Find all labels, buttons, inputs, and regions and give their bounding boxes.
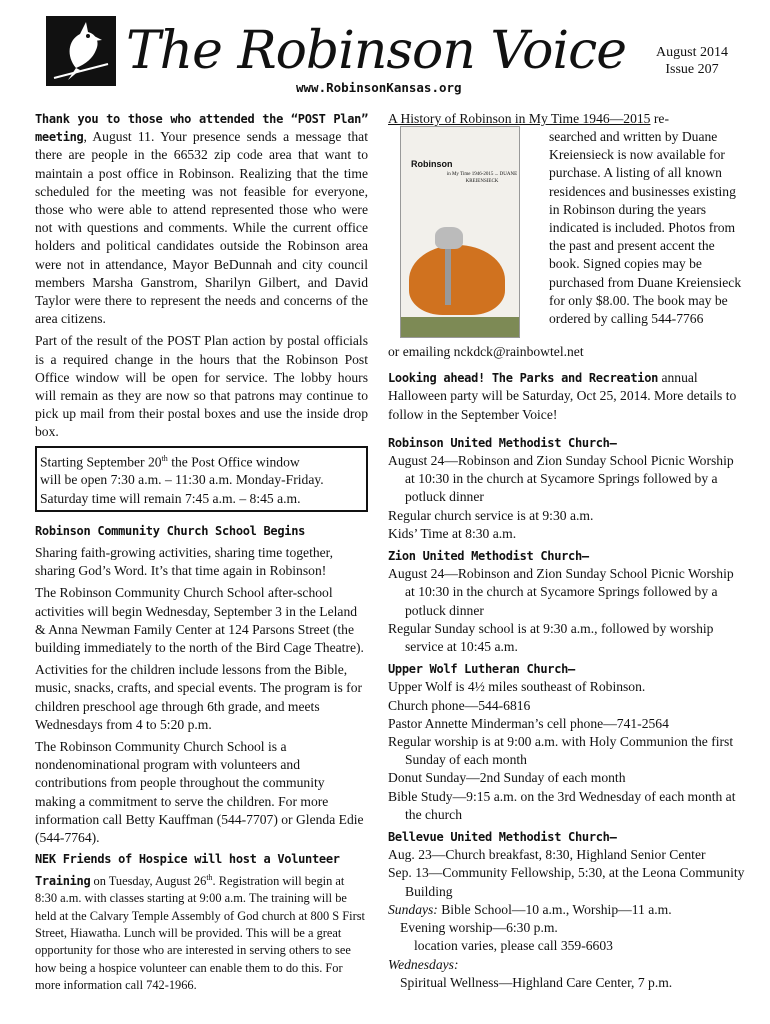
book-cover-image — [400, 126, 520, 338]
history-heading-line: A History of Robinson in My Time 1946—2015 re- — [388, 111, 669, 126]
rumc-heading: Robinson United Methodist Church— — [388, 435, 617, 450]
issue-info — [640, 44, 744, 78]
bellevue-sundays: Sundays: Bible School—10 a.m., Worship—11 a.m. — [388, 901, 672, 917]
box-line-1: Starting September 20th the Post Office window — [40, 453, 300, 470]
book-ground — [401, 317, 519, 337]
history-email: or emailing nckdck@rainbowtel.net — [388, 344, 584, 359]
issue-date: August 2014 — [656, 45, 728, 60]
church-school-heading: Robinson Community Church School Begins — [35, 523, 306, 538]
parks-heading: Looking ahead! The Parks and Recreation — [388, 371, 659, 386]
bellevue-wednesdays-label: Wednesdays: — [388, 956, 459, 972]
hospice-text: . Registration will begin at 8:30 a.m. with classes starting at 9:00 a.m. The training will be held at the Calvary Temple Assembly of God church at 800 S First Street, Hiawatha. Lunch will be provided. This will be a great opportunity for those who are interested in serving others to see how being a hospice volunteer can enable them to do this. For more information call 742-1966. — [35, 873, 365, 993]
book-cover-title: Robinson — [411, 159, 453, 169]
cardinal-logo — [46, 16, 116, 86]
book-water-tower-leg — [445, 245, 451, 305]
upper-wolf-item-4: Regular worship is at 9:00 a.m. with Holy Communion the first Sunday of each month — [388, 734, 734, 768]
church-school-p1: Sharing faith-growing activities, sharing time together, sharing God’s Word. It’s that time again in Robinson! — [35, 545, 334, 579]
bellevue-heading: Bellevue United Methodist Church— — [388, 830, 617, 845]
cardinal-bird-icon — [46, 16, 116, 86]
church-school-p2: The Robinson Community Church School after-school activities will begin Wednesday, September 3 in the Leland & Anna Newman Family Center at 124 Parsons Street (the building immediately to the north of the Bird Cage Theatre). — [35, 585, 364, 656]
upper-wolf-item-6: Bible Study—9:15 a.m. on the 3rd Wednesday of each month at the church — [388, 788, 736, 822]
book-water-tower — [435, 227, 463, 249]
post-plan-heading: Thank you to those who attended the “POST Plan” meeting — [35, 112, 368, 145]
bellevue-item-2: Sep. 13—Community Fellowship, 5:30, at the Leona Community Building — [388, 865, 745, 899]
box-line-3: Saturday time will remain 7:45 a.m. – 8:45 a.m. — [40, 490, 301, 506]
rumc-item-2: Regular church service is at 9:30 a.m. — [388, 507, 594, 523]
upper-wolf-item-1: Upper Wolf is 4½ miles southeast of Robinson. — [388, 679, 646, 695]
box-line-2: will be open 7:30 a.m. – 11:30 a.m. Monday-Friday. — [40, 472, 324, 488]
left-column — [35, 110, 368, 999]
right-column — [388, 110, 746, 992]
rumc-item-1: August 24—Robinson and Zion Sunday School Picnic Worship at 10:30 in the church at Sycamore Springs followed by a potluck dinner — [388, 453, 734, 505]
upper-wolf-heading: Upper Wolf Lutheran Church— — [388, 662, 575, 677]
post-office-hours-box — [35, 446, 368, 512]
rumc-item-3: Kids’ Time at 8:30 a.m. — [388, 525, 517, 541]
church-school-p3: Activities for the children include lessons from the Bible, music, snacks, crafts, and special events. The program is for children preschool age through 6th grade, and meets Wednesdays from 4 to 5:20 p.m. — [35, 662, 363, 732]
hospice-heading: NEK Friends of Hospice will host a Volunteer Training — [35, 852, 340, 888]
bellevue-evening: Evening worship—6:30 p.m. — [400, 920, 558, 936]
zion-item-1: August 24—Robinson and Zion Sunday School Picnic Worship at 10:30 in the church at Sycamore Springs followed by a potluck dinner — [388, 566, 734, 618]
hospice-article: NEK Friends of Hospice will host a Volunteer Training on Tuesday, August 26th. Registration will begin at 8:30 a.m. with classes starting at 9:00 a.m. The training will be held at the Calvary Temple Assembly of God church at 800 S First Street, Hiawatha. Lunch will be provided. This will be a great opportunity for those who are interested in serving others to see how being a hospice volunteer can enable them to do this. For more information call 742-1966. — [35, 852, 365, 993]
bellevue-item-1: Aug. 23—Church breakfast, 8:30, Highland Senior Center — [388, 847, 706, 863]
book-cover-subtitle: in My Time 1946-2015 ... DUANE KREIENSIECK — [446, 172, 518, 184]
upper-wolf-item-2: Church phone—544-6816 — [388, 697, 531, 713]
parks-article — [388, 369, 746, 424]
book-tree — [409, 245, 505, 315]
post-plan-text: , August 11. Your presence sends a message that there are people in the 66532 zip code area that want to maintain a post office in Robinson. Realizing that the time scheduled for the meeting was not feasible for everyone, those who were able to attend represented those who were not with questions and comments. While the current office holders and political candidates outside the Robinson area were not in attendance, Mayor BeDunnah and city council members Marsha Ganstrom, Sharilyn Gilbert, and David Taylor were there to represent the needs and concerns of the area citizens. — [35, 129, 368, 327]
bellevue-location: location varies, please call 359-6603 — [414, 938, 613, 954]
upper-wolf-item-3: Pastor Annette Minderman’s cell phone—741-2564 — [388, 715, 669, 731]
upper-wolf-item-5: Donut Sunday—2nd Sunday of each month — [388, 770, 626, 786]
sundays-label: Sundays: — [388, 901, 438, 917]
history-book-section — [388, 110, 746, 343]
parks-text: annual Halloween party will be Saturday, Oct 25, 2014. More details to follow in the September Voice! — [388, 370, 737, 422]
bellevue-wednesdays: Spiritual Wellness—Highland Care Center, 7 p.m. — [400, 974, 673, 990]
issue-number: Issue 207 — [665, 62, 719, 77]
website-url[interactable]: www.RobinsonKansas.org — [296, 80, 462, 95]
church-school-p4: The Robinson Community Church School is a nondenominational program with volunteers and contributions from people throughout the community making a commitment to serve the children. For more information call Betty Kauffman (544-7707) or Glenda Edie (544-7764). — [35, 739, 364, 846]
history-heading: A History of Robinson in My Time 1946—2015 — [388, 111, 651, 126]
zion-heading: Zion United Methodist Church— — [388, 549, 589, 564]
post-plan-article — [35, 110, 368, 328]
history-body: searched and written by Duane Kreiensieck is now available for purchase. A listing of all known residences and businesses existing in Robinson during the years indicated is included. Photos from the past and present accent the book. Signed copies may be purchased from Duane Kreiensieck for only $8.00. The book may be ordered by calling 544-7766 — [549, 129, 742, 327]
post-plan-paragraph-2: Part of the result of the POST Plan action by postal officials is a required change in the hours that the Robinson Post Office window will be open for service. The lobby hours will remain as they are now so that patrons may continue to pick up mail from their postal boxes and use the inside drop box. — [35, 333, 368, 440]
newsletter-title: The Robinson Voice — [126, 21, 626, 81]
zion-item-2: Regular Sunday school is at 9:30 a.m., followed by worship service at 10:45 a.m. — [388, 620, 714, 655]
